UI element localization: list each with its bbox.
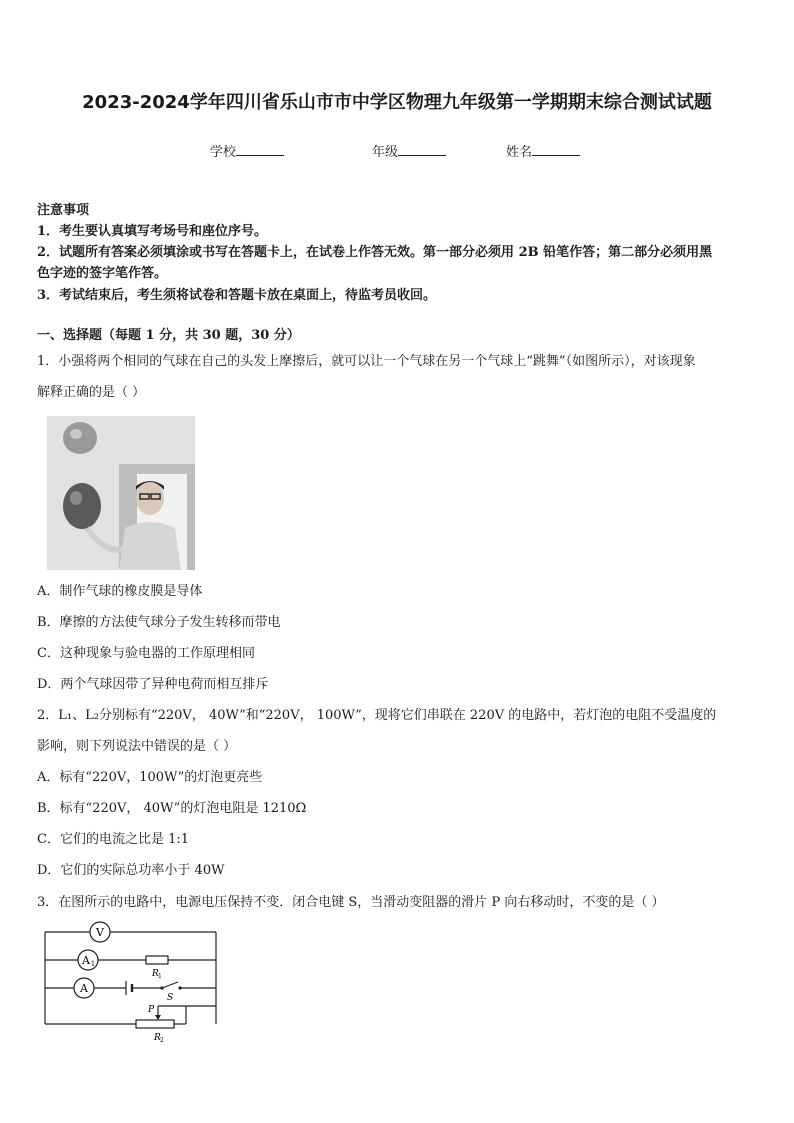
q2-stem-line2: 影响，则下列说法中错误的是（ ）: [37, 739, 237, 754]
q2-option-d: D．它们的实际总功率小于 40W: [37, 863, 225, 878]
slider-arrow-icon: [155, 1015, 161, 1020]
note-item: 2．试题所有答案必须填涂或书写在答题卡上，在试卷上作答无效。第一部分必须用 2B 铅笔作答；第二部分必须用黑: [37, 245, 713, 260]
q1-option-a: A．制作气球的橡皮膜是导体: [37, 584, 203, 599]
r1-label: R: [152, 969, 159, 979]
r1-subscript: 1: [158, 973, 162, 980]
name-field: [506, 141, 580, 160]
school-blank: [236, 143, 284, 156]
grade-field: [372, 141, 446, 160]
q1-option-d: D．两个气球因带了异种电荷而相互排斥: [37, 677, 269, 692]
q2-option-b: B．标有“220V， 40W”的灯泡电阻是 1210Ω: [37, 801, 307, 816]
note-item: 色字迹的签字笔作答。: [37, 266, 168, 281]
q1-stem-line1: 1．小强将两个相同的气球在自己的头发上摩擦后，就可以让一个气球在另一个气球上“跳舞”（如图所示），对该现象: [37, 354, 696, 369]
name-label: 姓名: [506, 145, 533, 160]
note-item: 1．考生要认真填写考场号和座位序号。: [37, 224, 268, 239]
q2-option-a: A．标有“220V，100W”的灯泡更亮些: [37, 770, 263, 785]
ammeter-a1-label: A: [82, 954, 90, 967]
q1-stem-line2: 解释正确的是（ ）: [37, 385, 146, 400]
notes-heading: 注意事项: [37, 203, 90, 218]
switch-label: S: [167, 993, 174, 1003]
grade-label: 年级: [372, 145, 399, 160]
battery-icon: [126, 981, 132, 995]
q2-option-c: C．它们的电流之比是 1:1: [37, 832, 190, 847]
q2-stem-line1: 2．L₁、L₂分别标有“220V， 40W”和“220V， 100W”，现将它们串联在 220V 的电路中，若灯泡的电阻不受温度的: [37, 708, 717, 723]
resistor-r1: [146, 956, 168, 980]
slider-label: P: [148, 1005, 155, 1015]
balloon-photo-illustration: [47, 416, 195, 570]
r2-subscript: 2: [160, 1037, 164, 1044]
note-item: 3．考试结束后，考生须将试卷和答题卡放在桌面上，待监考员收回。: [37, 288, 437, 303]
voltmeter-label: V: [96, 926, 104, 939]
ammeter-a: [74, 978, 94, 998]
page-title: 2023-2024学年四川省乐山市市中学区物理九年级第一学期期末综合测试试题: [82, 92, 712, 113]
section-heading: 一、选择题（每题 1 分，共 30 题，30 分）: [37, 328, 300, 343]
switch-s: [160, 986, 181, 1003]
q3-circuit-diagram: [40, 920, 230, 1045]
grade-blank: [398, 143, 446, 156]
ammeter-a1: [78, 950, 98, 970]
r2-label: R: [154, 1033, 161, 1043]
ammeter-a-label: A: [80, 982, 88, 995]
voltmeter: [90, 922, 110, 942]
name-blank: [532, 143, 580, 156]
ammeter-a1-subscript: 1: [90, 960, 96, 968]
q1-option-b: B．摩擦的方法使气球分子发生转移而带电: [37, 615, 281, 630]
q1-balloon-photo: [47, 416, 195, 570]
q3-stem-line1: 3．在图所示的电路中，电源电压保持不变．闭合电键 S，当滑动变阻器的滑片 P 向右移动时，不变的是（ ）: [37, 895, 665, 910]
q1-option-c: C．这种现象与验电器的工作原理相同: [37, 646, 255, 661]
school-label: 学校: [210, 145, 237, 160]
school-field: [210, 141, 284, 160]
